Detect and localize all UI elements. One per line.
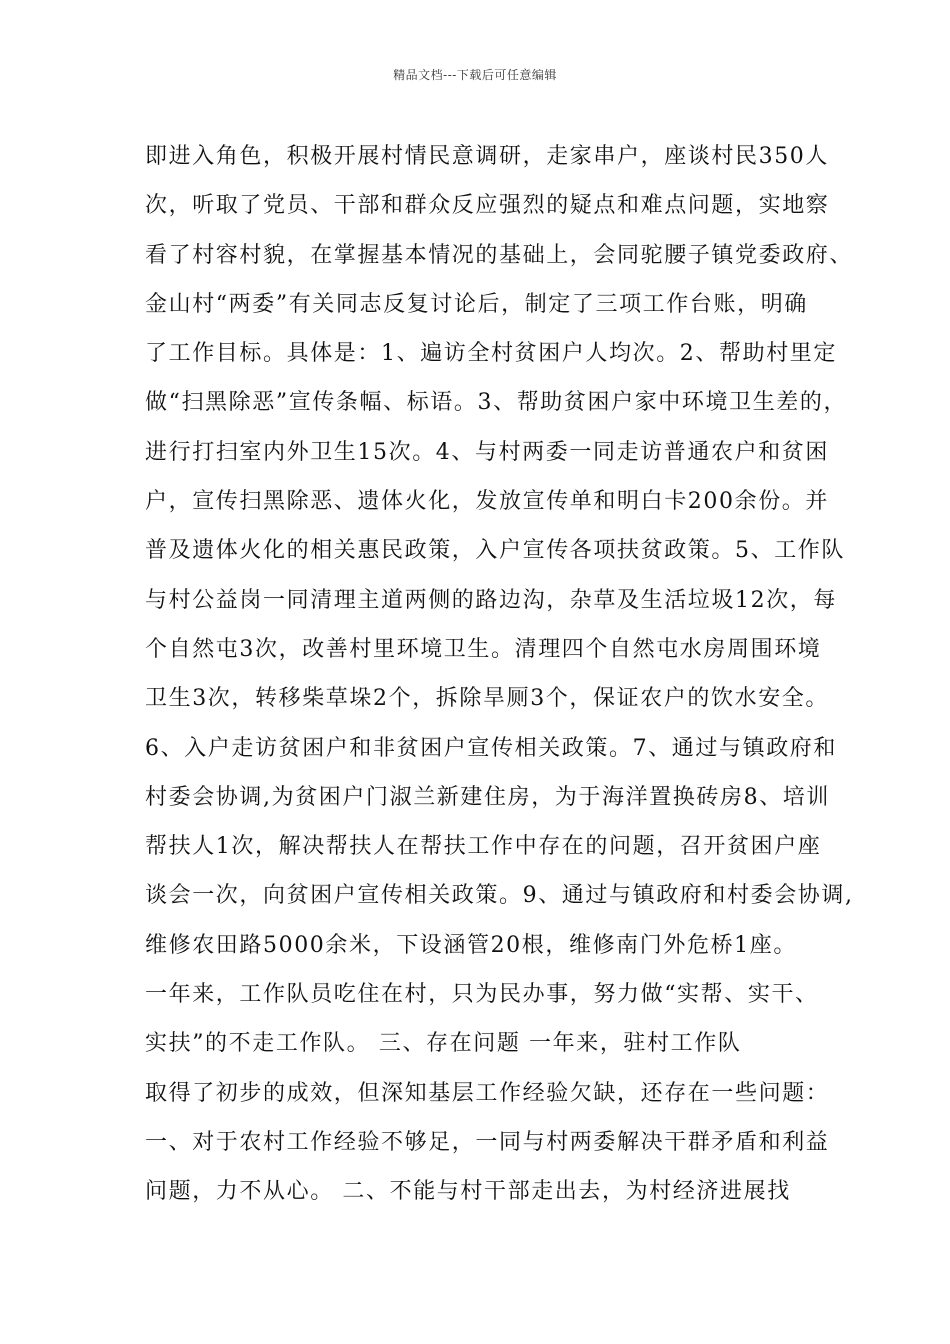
text-line: 与村公益岗一同清理主道两侧的路边沟，杂草及生活垃圾12次，每 [145,587,837,613]
text-line: 帮扶人1次，解决帮扶人在帮扶工作中存在的问题，召开贫困户座 [145,834,822,860]
text-line: 6、入户走访贫困户和非贫困户宣传相关政策。7、通过与镇政府和 [145,735,837,761]
text-line: 进行打扫室内外卫生15次。4、与村两委一同走访普通农户和贫困 [145,439,829,465]
text-line: 个自然屯3次，改善村里环境卫生。清理四个自然屯水房周围环境 [145,636,822,662]
text-line: 问题，力不从心。 二、不能与村干部走出去，为村经济进展找 [145,1179,791,1205]
text-line: 做“扫黑除恶”宣传条幅、标语。3、帮助贫困户家中环境卫生差的， [145,390,848,416]
text-line: 取得了初步的成效，但深知基层工作经验欠缺，还存在一些问题： [145,1080,830,1106]
text-line: 实扶”的不走工作队。 三、存在问题 一年来，驻村工作队 [145,1031,742,1057]
text-line: 谈会一次，向贫困户宣传相关政策。9、通过与镇政府和村委会协调, [145,883,854,909]
text-line: 即进入角色，积极开展村情民意调研，走家串户，座谈村民350人 [145,144,829,169]
text-line: 次，听取了党员、干部和群众反应强烈的疑点和难点问题，实地察 [145,193,830,219]
text-line: 村委会协调,为贫困户门淑兰新建住房，为于海洋置换砖房8、培训 [145,784,830,810]
text-line: 看了村容村貌，在掌握基本情况的基础上，会同驼腰子镇党委政府、 [145,242,854,268]
text-line: 户，宣传扫黑除恶、遗体火化，发放宣传单和明白卡200余份。并 [145,489,829,515]
text-line: 卫生3次，转移柴草垛2个，拆除旱厕3个，保证农户的饮水安全。 [145,686,829,712]
text-line: 维修农田路5000余米，下设涵管20根，维修南门外危桥1座。 [145,932,797,958]
body-text [145,132,854,1217]
text-line: 普及遗体火化的相关惠民政策，入户宣传各项扶贫政策。5、工作队 [145,538,845,564]
text-line: 了工作目标。具体是：1、遍访全村贫困户人均次。2、帮助村里定 [145,341,837,367]
page-header: 精品文档---下载后可任意编辑 [393,68,557,82]
text-line: 一、对于农村工作经验不够足，一同与村两委解决干群矛盾和利益 [145,1129,830,1155]
text-line: 金山村“两委”有关同志反复讨论后，制定了三项工作台账，明确 [145,291,808,317]
text-line: 一年来，工作队员吃住在村，只为民办事，努力做“实帮、实干、 [145,982,819,1008]
